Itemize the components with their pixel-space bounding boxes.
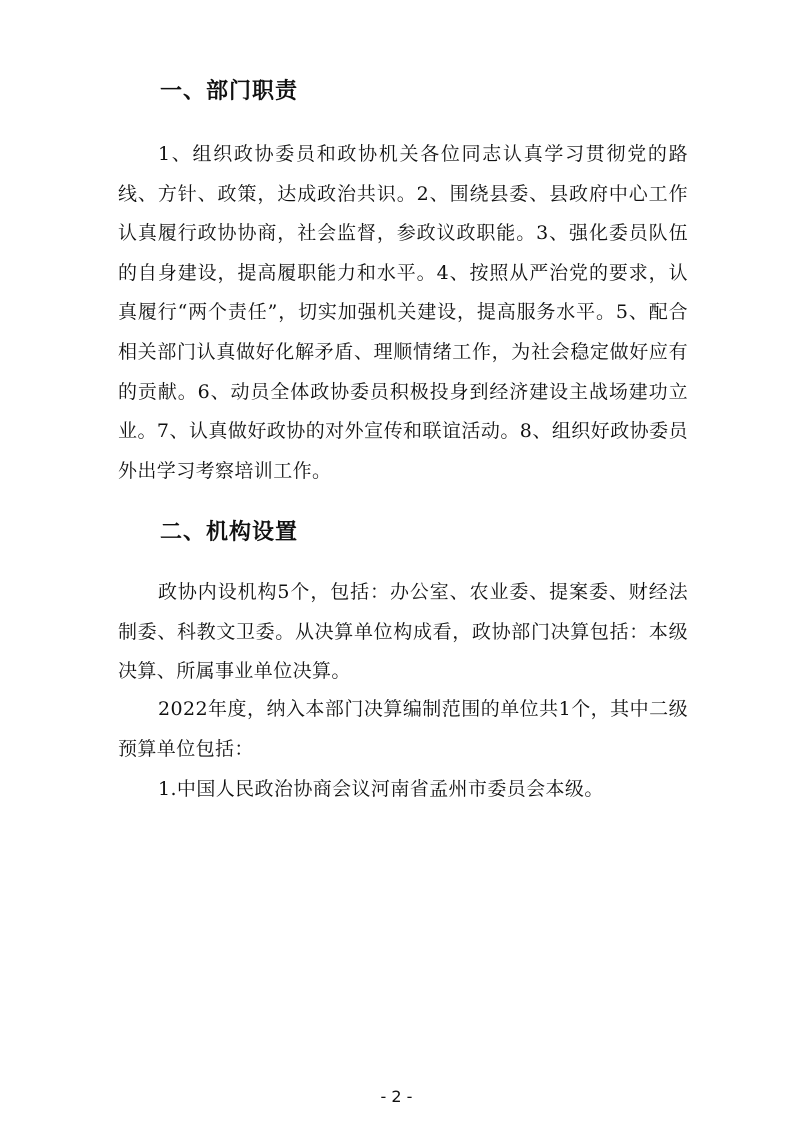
budget-unit-list-item: 1.中国人民政治协商会议河南省孟州市委员会本级。 bbox=[158, 778, 604, 800]
organization-paragraph: 政协内设机构5个，包括：办公室、农业委、提案委、财经法制委、科教文卫委。从决算单位构成看，政协部门决算包括：本级决算、所属事业单位决算。 bbox=[118, 581, 688, 683]
budget-scope-paragraph: 2022年度，纳入本部门决算编制范围的单位共1个，其中二级预算单位包括： bbox=[118, 698, 688, 760]
section-heading-organization: 二、机构设置 bbox=[160, 520, 299, 545]
duties-paragraph: 1、组织政协委员和政协机关各位同志认真学习贯彻党的路线、方针、政策，达成政治共识。2、围绕县委、县政府中心工作认真履行政协协商，社会监督，参政议政职能。3、强化委员队伍的自身建设，提高履职能力和水平。4、按照从严治党的要求，认真履行“两个责任”，切实加强机关建设，提高服务水平。5、配合相关部门认真做好化解矛盾、理顺情绪工作，为社会稳定做好应有的贡献。6、动员全体政协委员积极投身到经济建设主战场建功立业。7、认真做好政协的对外宣传和联谊活动。8、组织好政协委员外出学习考察培训工作。 bbox=[118, 143, 688, 482]
section-heading-duties: 一、部门职责 bbox=[160, 79, 299, 104]
page-number: - 2 - bbox=[380, 1087, 413, 1106]
